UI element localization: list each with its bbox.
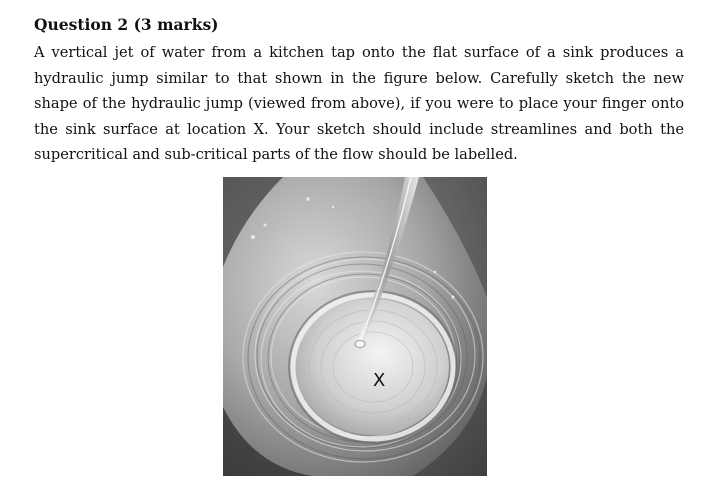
hydraulic-jump-photo [223,177,487,476]
question-heading: Question 2 (3 marks) [34,15,219,34]
sink-photo-illustration [223,177,487,476]
question-block [34,14,684,168]
supercritical-region [297,299,449,435]
location-x-marker: X [373,370,386,391]
jet-impact-point [355,341,365,348]
question-body-text: A vertical jet of water from a kitchen tap onto the flat surface of a sink produces a hydraulic jump similar to that shown in the figure below. Carefully sketch the new shape of the hydraulic jump (viewed from above), if you were to place your finger onto the sink surface at location X. Your sketch should include streamlines and both the supercritical and sub-critical parts of the flow should be labelled. [34,44,684,164]
